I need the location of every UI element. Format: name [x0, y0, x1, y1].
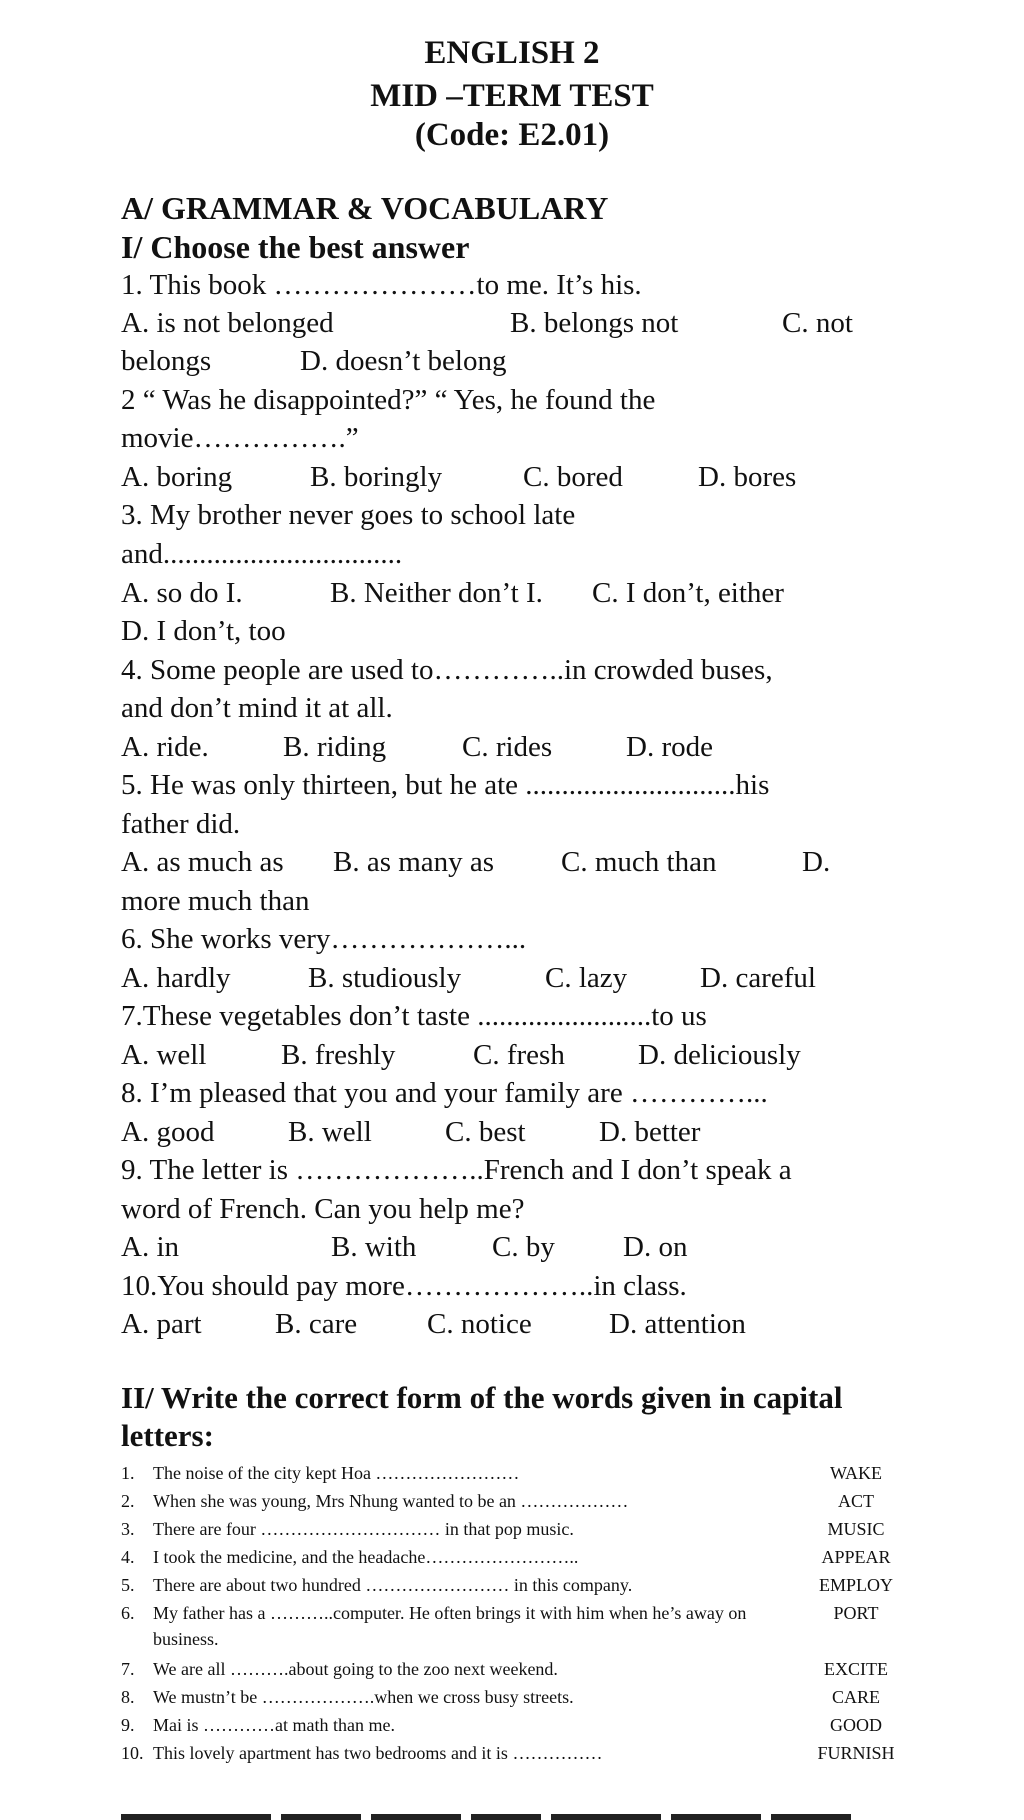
question-4-text-cont: and don’t mind it at all. [121, 692, 393, 724]
word-form-keyword: PORT [833, 1603, 879, 1623]
q4-option-b: B. riding [283, 731, 387, 763]
q6-option-c: C. lazy [545, 962, 628, 994]
word-form-number: 4. [121, 1547, 135, 1567]
section-a-title: A/ GRAMMAR & VOCABULARY [121, 190, 609, 226]
q4-option-c: C. rides [462, 731, 553, 763]
word-form-number: 10. [121, 1743, 144, 1763]
q5-option-c: C. much than [561, 846, 717, 878]
q9-option-b: B. with [331, 1231, 417, 1263]
word-form-number: 1. [121, 1463, 135, 1483]
question-2-text-cont: movie…………….” [121, 422, 359, 454]
test-subtitle: MID –TERM TEST [370, 78, 654, 114]
q7-option-a: A. well [121, 1039, 207, 1071]
word-form-keyword: ACT [838, 1491, 874, 1511]
word-form-number: 6. [121, 1603, 135, 1623]
q1-option-c-cont: belongs [121, 345, 212, 377]
q1-option-b: B. belongs not [510, 307, 679, 339]
cut-off-next-heading [121, 1806, 881, 1820]
word-form-keyword: EMPLOY [818, 1575, 893, 1595]
question-9-text: 9. The letter is ………………..French and I don’t speak a [121, 1154, 792, 1186]
word-form-keyword: WAKE [830, 1463, 882, 1483]
word-form-number: 7. [121, 1659, 135, 1679]
word-form-sentence: When she was young, Mrs Nhung wanted to be an ……………… [153, 1491, 629, 1511]
q8-option-b: B. well [288, 1116, 372, 1148]
word-form-sentence: I took the medicine, and the headache…………………….. [153, 1547, 579, 1567]
q5-option-d-cont: more much than [121, 885, 310, 917]
q4-option-a: A. ride. [121, 731, 209, 763]
question-7-text: 7.These vegetables don’t taste ........................to us [121, 1000, 707, 1032]
q6-option-a: A. hardly [121, 962, 231, 994]
word-form-sentence: My father has a ………..computer. He often brings it with him when he’s away on business. [153, 1603, 747, 1649]
q10-option-d: D. attention [609, 1308, 746, 1340]
q7-option-c: C. fresh [473, 1039, 565, 1071]
word-form-keyword: APPEAR [821, 1547, 891, 1567]
q10-option-c: C. notice [427, 1308, 532, 1340]
question-2-text: 2 “ Was he disappointed?” “ Yes, he found the [121, 384, 656, 416]
q6-option-d: D. careful [700, 962, 816, 994]
word-form-keyword: EXCITE [824, 1659, 888, 1679]
part-2-title: II/ Write the correct form of the words given in capital letters: [121, 1380, 843, 1453]
question-5-text-cont: father did. [121, 808, 241, 840]
q2-option-d: D. bores [698, 461, 797, 493]
word-form-keyword: CARE [831, 1687, 880, 1707]
q4-option-d: D. rode [626, 731, 713, 763]
q3-option-b: B. Neither don’t I. [330, 577, 543, 609]
q10-option-b: B. care [275, 1308, 358, 1340]
q9-option-a: A. in [121, 1231, 179, 1263]
word-form-keyword: GOOD [830, 1715, 882, 1735]
word-form-number: 8. [121, 1687, 135, 1707]
part-1-title: I/ Choose the best answer [121, 229, 470, 265]
q1-option-d: D. doesn’t belong [300, 345, 507, 377]
question-10-text: 10.You should pay more………………..in class. [121, 1270, 687, 1302]
test-code: (Code: E2.01) [414, 117, 610, 153]
page-title: ENGLISH 2 [424, 35, 600, 71]
q5-option-d: D. [802, 846, 831, 878]
question-5-text: 5. He was only thirteen, but he ate .............................his [121, 769, 770, 801]
question-3-text-cont: and................................. [121, 538, 403, 570]
q5-option-a: A. as much as [121, 846, 284, 878]
word-form-number: 3. [121, 1519, 135, 1539]
q8-option-a: A. good [121, 1116, 215, 1148]
word-form-sentence: We are all ……….about going to the zoo next weekend. [153, 1659, 558, 1679]
word-form-sentence: The noise of the city kept Hoa …………………… [153, 1463, 520, 1483]
q1-option-a: A. is not belonged [121, 307, 334, 339]
question-3-text: 3. My brother never goes to school late [121, 499, 576, 531]
word-form-number: 9. [121, 1715, 135, 1735]
q7-option-b: B. freshly [281, 1039, 396, 1071]
word-form-sentence: There are four ………………………… in that pop music. [153, 1519, 574, 1539]
q10-option-a: A. part [121, 1308, 202, 1340]
q5-option-b: B. as many as [333, 846, 495, 878]
question-6-text: 6. She works very………………... [121, 923, 527, 955]
q8-option-d: D. better [599, 1116, 701, 1148]
question-9-text-cont: word of French. Can you help me? [121, 1193, 525, 1225]
q1-option-c: C. not [782, 307, 853, 339]
word-form-number: 2. [121, 1491, 135, 1511]
word-form-keyword: MUSIC [827, 1519, 885, 1539]
word-form-number: 5. [121, 1575, 135, 1595]
question-1-text: 1. This book …………………to me. It’s his. [121, 269, 642, 301]
question-8-text: 8. I’m pleased that you and your family are …………... [121, 1077, 768, 1109]
q3-option-a: A. so do I. [121, 577, 243, 609]
q7-option-d: D. deliciously [638, 1039, 801, 1071]
q2-option-a: A. boring [121, 461, 233, 493]
q3-option-d: D. I don’t, too [121, 615, 286, 647]
q9-option-c: C. by [492, 1231, 555, 1263]
q2-option-b: B. boringly [310, 461, 443, 493]
word-form-sentence: This lovely apartment has two bedrooms and it is …………… [153, 1743, 603, 1763]
word-form-keyword: FURNISH [817, 1743, 895, 1763]
word-form-sentence: We mustn’t be ……………….when we cross busy streets. [153, 1687, 574, 1707]
word-form-sentence: Mai is …………at math than me. [153, 1715, 395, 1735]
q8-option-c: C. best [445, 1116, 526, 1148]
q9-option-d: D. on [623, 1231, 688, 1263]
q2-option-c: C. bored [523, 461, 623, 493]
question-4-text: 4. Some people are used to…………..in crowded buses, [121, 654, 773, 686]
word-form-sentence: There are about two hundred …………………… in this company. [153, 1575, 633, 1595]
q3-option-c: C. I don’t, either [592, 577, 784, 609]
q6-option-b: B. studiously [308, 962, 462, 994]
